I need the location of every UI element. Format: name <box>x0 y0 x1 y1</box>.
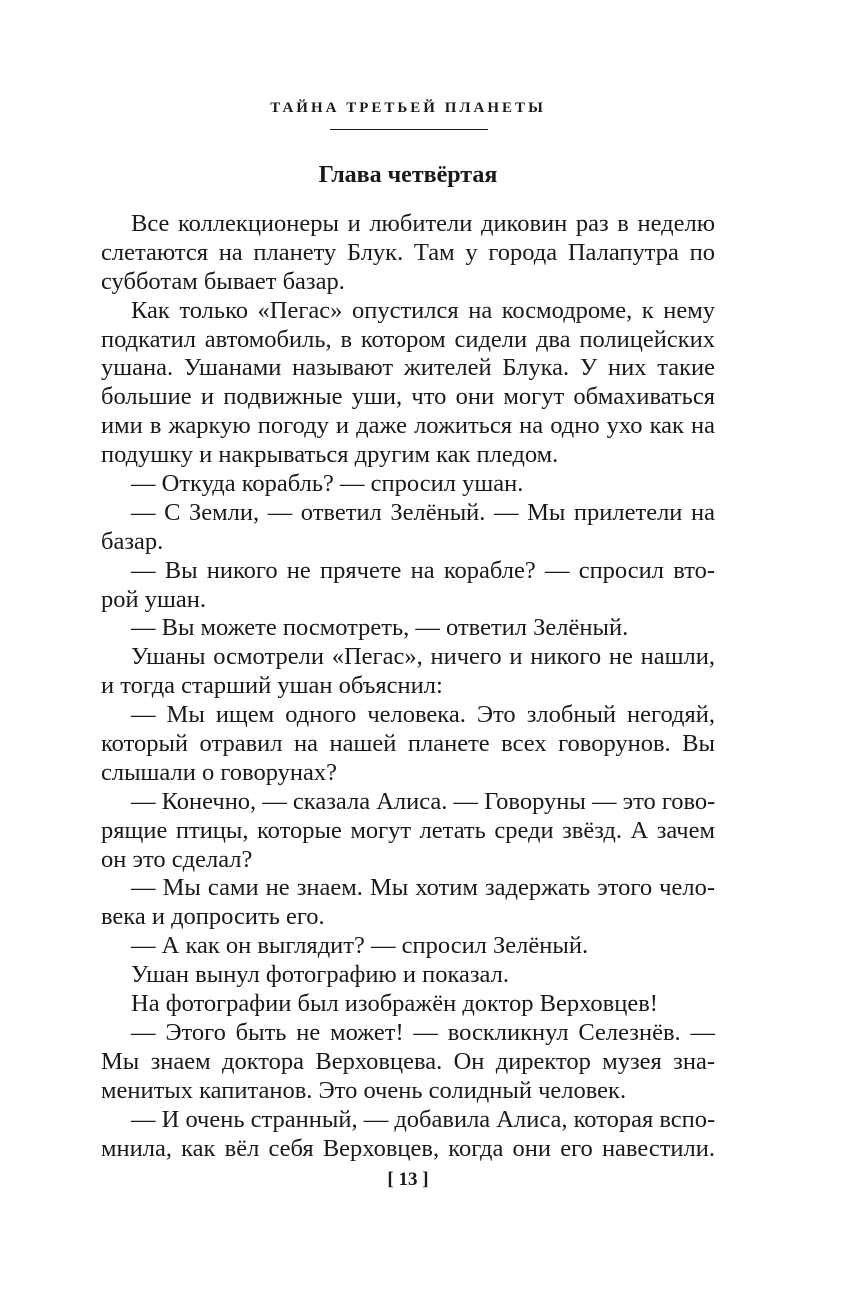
text-line: Все коллекционеры и любители диковин раз в неделю <box>131 210 715 237</box>
text-line: — И очень странный, — добавила Алиса, которая вспо- <box>131 1105 716 1133</box>
text-line: слетаются на планету Блук. Там у города Палапутра по <box>101 238 715 266</box>
text-line: подушку и накрываться другим как пледом. <box>101 441 559 469</box>
text-line: века и допросить его. <box>101 903 325 931</box>
text-line: мнила, как вёл себя Верховцев, когда они его навестили. <box>101 1134 715 1162</box>
text-line: — Мы ищем одного человека. Это злобный негодяй, <box>131 701 715 729</box>
chapter-title: Глава четвёртая <box>318 162 498 188</box>
text-line: ушана. Ушанами называют жителей Блука. У них такие <box>101 354 715 382</box>
text-line: — Вы никого не прячете на корабле? — спросил вто- <box>131 556 715 584</box>
text-line: — Этого быть не может! — воскликнул Селезнёв. — <box>131 1018 715 1046</box>
text-line: он это сделал? <box>101 845 253 873</box>
text-line: базар. <box>101 527 164 555</box>
text-line: Ушан вынул фотографию и показал. <box>131 961 509 989</box>
header-rule <box>330 129 488 130</box>
text-line: который отравил на нашей планете всех говорунов. Вы <box>101 730 715 758</box>
text-line: Мы знаем доктора Верховцева. Он директор музея зна- <box>101 1047 715 1075</box>
running-head: ТАЙНА ТРЕТЬЕЙ ПЛАНЕТЫ <box>270 100 546 116</box>
text-line: Ушаны осмотрели «Пегас», ничего и никого не нашли, <box>131 643 715 671</box>
text-line: большие и подвижные уши, что они могут обмахиваться <box>101 383 715 411</box>
body-text <box>101 210 715 1163</box>
text-line: рой ушан. <box>101 585 206 613</box>
page-number: [ 13 ] <box>387 1169 429 1190</box>
text-line: — А как он выглядит? — спросил Зелёный. <box>131 932 589 960</box>
text-line: слышали о говорунах? <box>101 758 337 786</box>
text-line: подкатил автомобиль, в котором сидели два полицейских <box>101 325 715 353</box>
text-line: Как только «Пегас» опустился на космодроме, к нему <box>131 296 715 324</box>
text-line: ими в жаркую погоду и даже ложиться на одно ухо как на <box>101 412 715 440</box>
text-line: — Мы сами не знаем. Мы хотим задержать этого чело- <box>131 874 715 902</box>
text-line: — Конечно, — сказала Алиса. — Говоруны — это гово- <box>131 787 716 815</box>
text-line: и тогда старший ушан объяснил: <box>101 672 443 700</box>
text-line: — С Земли, — ответил Зелёный. — Мы прилетели на <box>131 498 715 526</box>
text-line: — Вы можете посмотреть, — ответил Зелёный. <box>131 614 629 642</box>
text-line: На фотографии был изображён доктор Верховцев! <box>131 990 658 1018</box>
text-line: менитых капитанов. Это очень солидный человек. <box>101 1076 627 1104</box>
text-line: — Откуда корабль? — спросил ушан. <box>131 470 524 498</box>
text-line: субботам бывает базар. <box>101 267 345 295</box>
text-line: рящие птицы, которые могут летать среди звёзд. А зачем <box>101 816 715 844</box>
